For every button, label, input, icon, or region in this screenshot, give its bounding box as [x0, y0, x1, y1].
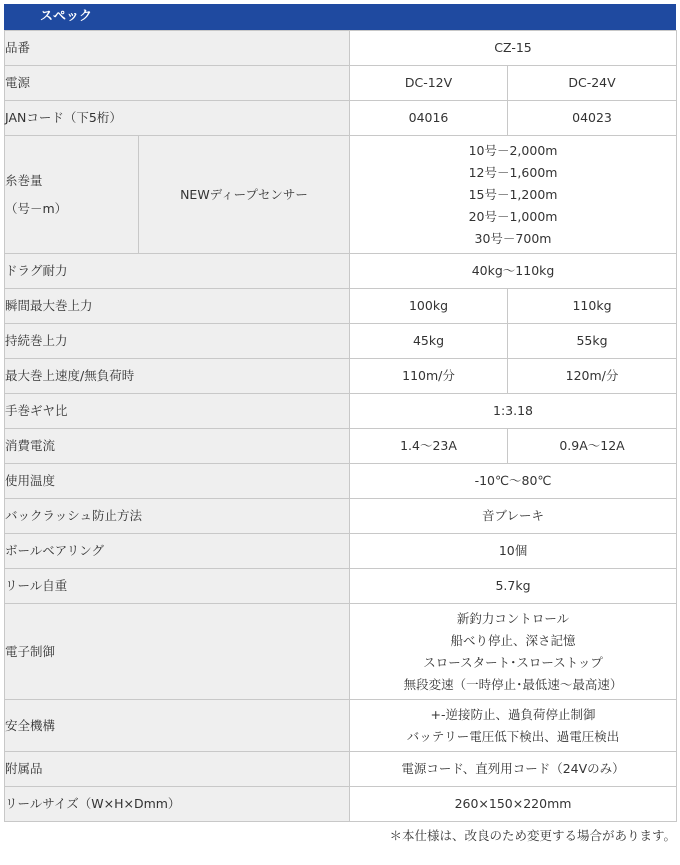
row-label: 使用温度: [5, 464, 350, 499]
row-value: 260×150×220mm: [350, 787, 677, 822]
value-line: 15号－1,200m: [468, 186, 558, 202]
row-value: [350, 604, 677, 700]
row-value-12v: 100kg: [350, 289, 508, 324]
row-label: 電源: [5, 66, 350, 101]
spec-row-control: [5, 604, 677, 700]
row-label: ドラグ耐力: [5, 254, 350, 289]
row-value-12v: 04016: [350, 101, 508, 136]
value-line: 無段変速（一時停止･最低速〜最高速）: [403, 676, 623, 692]
spec-row-dengen: [5, 66, 677, 101]
row-value: 電源コード、直列用コード（24Vのみ）: [350, 752, 677, 787]
row-value: 40kg〜110kg: [350, 254, 677, 289]
spec-row-size: [5, 787, 677, 822]
spec-row-shunkan: [5, 289, 677, 324]
row-value-24v: DC-24V: [508, 66, 677, 101]
spec-row-jan: [5, 101, 677, 136]
row-value: [350, 700, 677, 752]
value-line: 12号－1,600m: [468, 164, 558, 180]
row-value: 10個: [350, 534, 677, 569]
spec-row-backlash: [5, 499, 677, 534]
row-value: [350, 136, 677, 254]
spec-row-current: [5, 429, 677, 464]
row-value-24v: 120m/分: [508, 359, 677, 394]
value-line: 30号－700m: [474, 230, 552, 246]
value-line: 船べり停止、深さ記憶: [450, 632, 576, 648]
row-label: 電子制御: [5, 604, 350, 700]
row-label: 瞬間最大巻上力: [5, 289, 350, 324]
row-label-line: （号－m）: [5, 200, 68, 216]
row-label: バックラッシュ防止方法: [5, 499, 350, 534]
row-label: リール自重: [5, 569, 350, 604]
spec-row-drag: [5, 254, 677, 289]
row-label: 附属品: [5, 752, 350, 787]
row-label: 安全機構: [5, 700, 350, 752]
spec-row-itomaki: [5, 136, 677, 254]
spec-row-gear: [5, 394, 677, 429]
row-value-12v: DC-12V: [350, 66, 508, 101]
row-label: JANコード（下5桁）: [5, 101, 350, 136]
spec-note: ＊本仕様は、改良のため変更する場合があります。: [389, 828, 676, 843]
spec-row-hinban: [5, 31, 677, 66]
row-value: -10℃〜80℃: [350, 464, 677, 499]
spec-table: [4, 30, 677, 822]
spec-row-weight: [5, 569, 677, 604]
value-line: 10号－2,000m: [468, 142, 558, 158]
row-label-line: 糸巻量: [5, 172, 43, 188]
value-line: スロースタート･スローストップ: [423, 654, 603, 670]
value-line: +-逆接防止、過負荷停止制御: [430, 706, 596, 722]
row-label: 消費電流: [5, 429, 350, 464]
row-sub-label: NEWディープセンサー: [139, 136, 350, 254]
row-label: 手巻ギヤ比: [5, 394, 350, 429]
row-label: 品番: [5, 31, 350, 66]
spec-row-jizoku: [5, 324, 677, 359]
value-line: 20号－1,000m: [468, 208, 558, 224]
row-value-24v: 55kg: [508, 324, 677, 359]
spec-row-accessory: [5, 752, 677, 787]
row-value-12v: 45kg: [350, 324, 508, 359]
row-label: 最大巻上速度/無負荷時: [5, 359, 350, 394]
row-value-12v: 110m/分: [350, 359, 508, 394]
row-value: 5.7kg: [350, 569, 677, 604]
row-value-12v: 1.4〜23A: [350, 429, 508, 464]
row-value: 音ブレーキ: [350, 499, 677, 534]
spec-row-bearing: [5, 534, 677, 569]
row-value-24v: 0.9A〜12A: [508, 429, 677, 464]
spec-row-safety: [5, 700, 677, 752]
row-label: 持続巻上力: [5, 324, 350, 359]
row-label: リールサイズ（W×H×Dmm）: [5, 787, 350, 822]
row-value: CZ-15: [350, 31, 677, 66]
spec-header: スペック: [4, 4, 676, 30]
spec-row-speed: [5, 359, 677, 394]
row-label: [5, 136, 139, 254]
spec-row-temp: [5, 464, 677, 499]
value-line: 新釣力コントロール: [456, 610, 570, 626]
row-value: 1:3.18: [350, 394, 677, 429]
value-line: バッテリー電圧低下検出、過電圧検出: [406, 728, 620, 744]
row-value-24v: 04023: [508, 101, 677, 136]
row-value-24v: 110kg: [508, 289, 677, 324]
row-label: ボールベアリング: [5, 534, 350, 569]
